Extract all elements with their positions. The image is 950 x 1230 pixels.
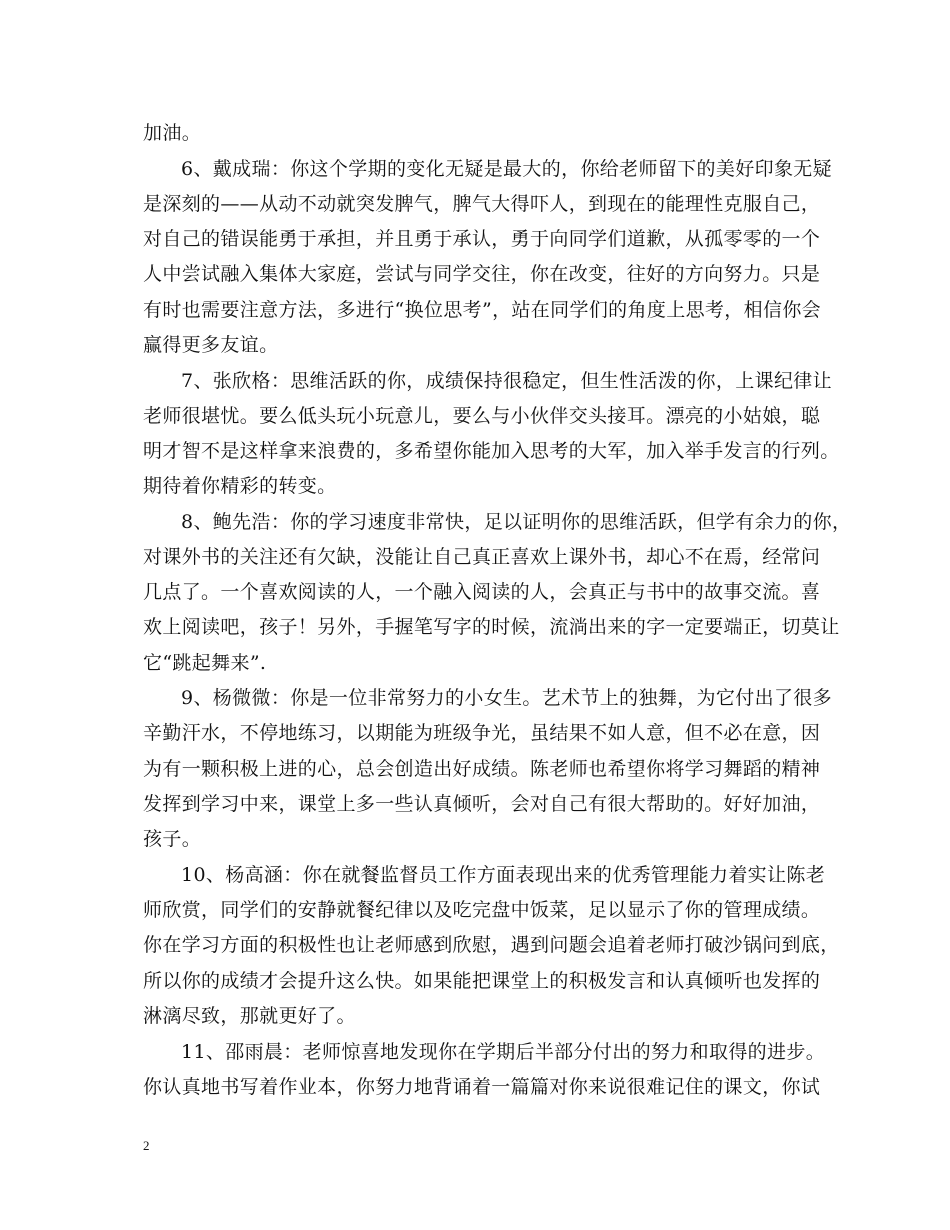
text-line: 明才智不是这样拿来浪费的，多希望你能加入思考的大军，加入举手发言的行列。 (143, 440, 840, 462)
text-line: 为有一颗积极上进的心，总会创造出好成绩。陈老师也希望你将学习舞蹈的精神 (143, 758, 821, 780)
text-line: 几点了。一个喜欢阅读的人，一个融入阅读的人，会真正与书中的故事交流。喜 (143, 581, 821, 603)
paragraph-6-first-line: 6、戴成瑞：你这个学期的变化无疑是最大的，你给老师留下的美好印象无疑 (181, 158, 832, 180)
text-line: 辛勤汗水，不停地练习，以期能为班级争光，虽结果不如人意，但不必在意，因 (143, 722, 821, 744)
text-line: 所以你的成绩才会提升这么快。如果能把课堂上的积极发言和认真倾听也发挥的 (143, 970, 821, 992)
text-line: 加油。 (143, 122, 202, 144)
text-line: 对自己的错误能勇于承担，并且勇于承认，勇于向同学们道歉，从孤零零的一个 (143, 228, 821, 250)
paragraph-10-first-line: 10、杨高涵：你在就餐监督员工作方面表现出来的优秀管理能力着实让陈老 (181, 864, 826, 886)
text-line: 孩子。 (143, 828, 202, 850)
text-line: 期待着你精彩的转变。 (143, 475, 337, 497)
text-line: 它“跳起舞来”. (143, 652, 267, 674)
text-line: 师欣赏，同学们的安静就餐纪律以及吃完盘中饭菜，足以显示了你的管理成绩。 (143, 899, 821, 921)
text-line: 赢得更多友谊。 (143, 334, 279, 356)
paragraph-11-first-line: 11、邵雨晨：老师惊喜地发现你在学期后半部分付出的努力和取得的进步。 (181, 1041, 826, 1063)
paragraph-8-first-line: 8、鲍先浩：你的学习速度非常快，足以证明你的思维活跃，但学有余力的你， (181, 511, 852, 533)
text-line: 人中尝试融入集体大家庭，尝试与同学交往，你在改变，往好的方向努力。只是 (143, 263, 821, 285)
paragraph-7-first-line: 7、张欣格：思维活跃的你，成绩保持很稳定，但生性活泼的你，上课纪律让 (181, 370, 832, 392)
text-line: 淋漓尽致，那就更好了。 (143, 1005, 356, 1027)
text-line: 有时也需要注意方法，多进行“换位思考”，站在同学们的角度上思考，相信你会 (143, 299, 822, 321)
text-line: 发挥到学习中来，课堂上多一些认真倾听，会对自己有很大帮助的。好好加油， (143, 793, 821, 815)
text-line: 你在学习方面的积极性也让老师感到欣慰，遇到问题会追着老师打破沙锅问到底， (143, 934, 840, 956)
text-line: 老师很堪忧。要么低头玩小玩意儿，要么与小伙伴交头接耳。漂亮的小姑娘，聪 (143, 405, 821, 427)
page-number: 2 (143, 1138, 150, 1153)
text-line: 欢上阅读吧，孩子！另外，手握笔写字的时候，流淌出来的字一定要端正，切莫让 (143, 616, 840, 638)
text-line: 你认真地书写着作业本，你努力地背诵着一篇篇对你来说很难记住的课文，你试 (143, 1076, 821, 1098)
text-line: 是深刻的——从动不动就突发脾气，脾气大得吓人，到现在的能理性克服自己， (143, 193, 821, 215)
paragraph-9-first-line: 9、杨微微：你是一位非常努力的小女生。艺术节上的独舞，为它付出了很多 (181, 687, 832, 709)
text-line: 对课外书的关注还有欠缺，没能让自己真正喜欢上课外书，却心不在焉，经常问 (143, 546, 821, 568)
